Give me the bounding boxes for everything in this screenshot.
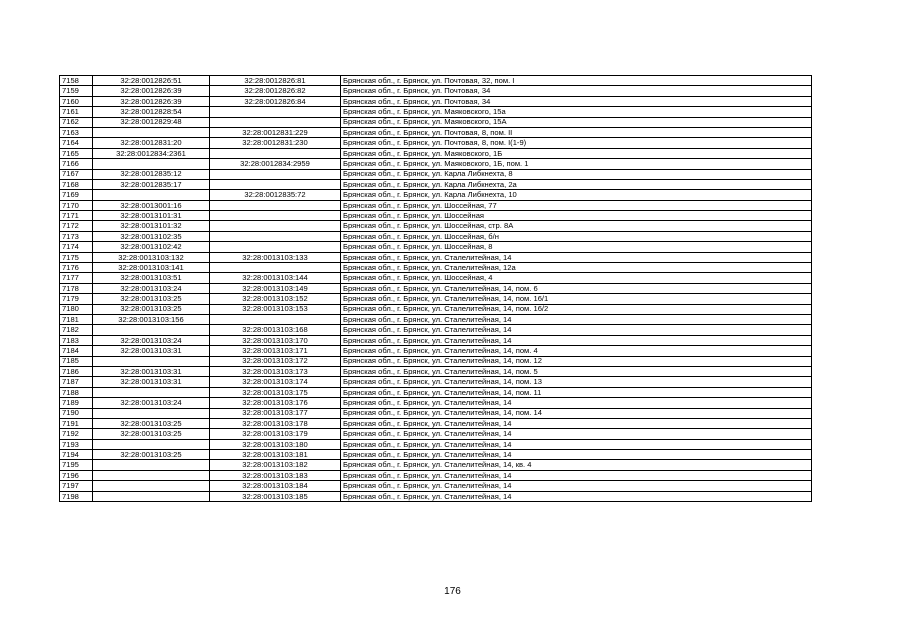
row-number-cell: 7178 bbox=[60, 283, 93, 293]
table-row bbox=[60, 242, 812, 252]
cadastral-number-cell bbox=[93, 481, 210, 491]
object-cadastral-number-cell bbox=[210, 221, 341, 231]
table-row bbox=[60, 460, 812, 470]
row-number-cell: 7167 bbox=[60, 169, 93, 179]
row-number-cell: 7179 bbox=[60, 294, 93, 304]
address-cell: Брянская обл., г. Брянск, ул. Сталелитейная, 14 bbox=[341, 470, 812, 480]
row-number-cell: 7194 bbox=[60, 450, 93, 460]
table-row bbox=[60, 439, 812, 449]
table-row bbox=[60, 107, 812, 117]
cadastral-number-cell: 32:28:0012835:12 bbox=[93, 169, 210, 179]
table-row bbox=[60, 283, 812, 293]
address-cell: Брянская обл., г. Брянск, ул. Сталелитейная, 14, пом. 6 bbox=[341, 283, 812, 293]
object-cadastral-number-cell: 32:28:0012826:84 bbox=[210, 96, 341, 106]
table-row bbox=[60, 211, 812, 221]
cadastral-number-cell: 32:28:0013103:24 bbox=[93, 335, 210, 345]
cadastral-number-cell: 32:28:0013103:24 bbox=[93, 398, 210, 408]
cadastral-number-cell: 32:28:0013103:31 bbox=[93, 346, 210, 356]
cadastral-number-cell: 32:28:0013103:25 bbox=[93, 450, 210, 460]
address-cell: Брянская обл., г. Брянск, ул. Сталелитейная, 14 bbox=[341, 314, 812, 324]
cadastral-number-cell: 32:28:0012826:39 bbox=[93, 96, 210, 106]
object-cadastral-number-cell bbox=[210, 314, 341, 324]
object-cadastral-number-cell: 32:28:0013103:153 bbox=[210, 304, 341, 314]
cadastral-number-cell: 32:28:0012831:20 bbox=[93, 138, 210, 148]
address-cell: Брянская обл., г. Брянск, ул. Сталелитейная, 14, пом. 11 bbox=[341, 387, 812, 397]
row-number-cell: 7166 bbox=[60, 159, 93, 169]
row-number-cell: 7192 bbox=[60, 429, 93, 439]
row-number-cell: 7159 bbox=[60, 86, 93, 96]
row-number-cell: 7183 bbox=[60, 335, 93, 345]
object-cadastral-number-cell: 32:28:0012826:82 bbox=[210, 86, 341, 96]
address-cell: Брянская обл., г. Брянск, ул. Почтовая, 8, пом. I(1-9) bbox=[341, 138, 812, 148]
row-number-cell: 7163 bbox=[60, 127, 93, 137]
address-cell: Брянская обл., г. Брянск, ул. Сталелитейная, 14, пом. 4 bbox=[341, 346, 812, 356]
address-cell: Брянская обл., г. Брянск, ул. Почтовая, 8, пом. II bbox=[341, 127, 812, 137]
row-number-cell: 7198 bbox=[60, 491, 93, 501]
object-cadastral-number-cell: 32:28:0012826:81 bbox=[210, 76, 341, 86]
table-row bbox=[60, 398, 812, 408]
address-cell: Брянская обл., г. Брянск, ул. Шоссейная, стр. 8А bbox=[341, 221, 812, 231]
object-cadastral-number-cell: 32:28:0013103:184 bbox=[210, 481, 341, 491]
address-cell: Брянская обл., г. Брянск, ул. Маяковского, 15А bbox=[341, 117, 812, 127]
object-cadastral-number-cell: 32:28:0013103:178 bbox=[210, 418, 341, 428]
table-row bbox=[60, 231, 812, 241]
object-cadastral-number-cell bbox=[210, 169, 341, 179]
table-row bbox=[60, 127, 812, 137]
object-cadastral-number-cell: 32:28:0013103:179 bbox=[210, 429, 341, 439]
table-row bbox=[60, 387, 812, 397]
cadastral-number-cell: 32:28:0013103:31 bbox=[93, 377, 210, 387]
address-cell: Брянская обл., г. Брянск, ул. Сталелитейная, 14, пом. 12 bbox=[341, 356, 812, 366]
object-cadastral-number-cell: 32:28:0013103:171 bbox=[210, 346, 341, 356]
object-cadastral-number-cell: 32:28:0013103:133 bbox=[210, 252, 341, 262]
address-cell: Брянская обл., г. Брянск, ул. Сталелитейная, 14 bbox=[341, 491, 812, 501]
row-number-cell: 7169 bbox=[60, 190, 93, 200]
cadastral-number-cell: 32:28:0013103:25 bbox=[93, 294, 210, 304]
cadastral-number-cell: 32:28:0012829:48 bbox=[93, 117, 210, 127]
table-row bbox=[60, 481, 812, 491]
registry-table-body bbox=[60, 76, 812, 502]
cadastral-number-cell: 32:28:0013103:51 bbox=[93, 273, 210, 283]
object-cadastral-number-cell bbox=[210, 179, 341, 189]
address-cell: Брянская обл., г. Брянск, ул. Сталелитейная, 14 bbox=[341, 252, 812, 262]
row-number-cell: 7165 bbox=[60, 148, 93, 158]
cadastral-number-cell: 32:28:0013103:25 bbox=[93, 429, 210, 439]
object-cadastral-number-cell: 32:28:0013103:176 bbox=[210, 398, 341, 408]
table-row bbox=[60, 377, 812, 387]
cadastral-number-cell: 32:28:0013102:35 bbox=[93, 231, 210, 241]
object-cadastral-number-cell bbox=[210, 107, 341, 117]
row-number-cell: 7171 bbox=[60, 211, 93, 221]
cadastral-number-cell bbox=[93, 491, 210, 501]
cadastral-number-cell: 32:28:0013103:25 bbox=[93, 304, 210, 314]
table-row bbox=[60, 190, 812, 200]
address-cell: Брянская обл., г. Брянск, ул. Шоссейная, 77 bbox=[341, 200, 812, 210]
address-cell: Брянская обл., г. Брянск, ул. Шоссейная, 8 bbox=[341, 242, 812, 252]
address-cell: Брянская обл., г. Брянск, ул. Почтовая, 32, пом. I bbox=[341, 76, 812, 86]
address-cell: Брянская обл., г. Брянск, ул. Сталелитейная, 14 bbox=[341, 398, 812, 408]
address-cell: Брянская обл., г. Брянск, ул. Сталелитейная, 14, пом. 13 bbox=[341, 377, 812, 387]
cadastral-number-cell bbox=[93, 408, 210, 418]
table-row bbox=[60, 221, 812, 231]
object-cadastral-number-cell: 32:28:0013103:177 bbox=[210, 408, 341, 418]
cadastral-number-cell bbox=[93, 387, 210, 397]
registry-table bbox=[59, 75, 812, 502]
cadastral-number-cell: 32:28:0013103:156 bbox=[93, 314, 210, 324]
row-number-cell: 7191 bbox=[60, 418, 93, 428]
object-cadastral-number-cell: 32:28:0013103:185 bbox=[210, 491, 341, 501]
table-row bbox=[60, 86, 812, 96]
table-row bbox=[60, 346, 812, 356]
cadastral-number-cell bbox=[93, 159, 210, 169]
object-cadastral-number-cell: 32:28:0013103:181 bbox=[210, 450, 341, 460]
cadastral-number-cell bbox=[93, 460, 210, 470]
object-cadastral-number-cell bbox=[210, 242, 341, 252]
table-row bbox=[60, 366, 812, 376]
row-number-cell: 7193 bbox=[60, 439, 93, 449]
address-cell: Брянская обл., г. Брянск, ул. Сталелитейная, 14 bbox=[341, 418, 812, 428]
address-cell: Брянская обл., г. Брянск, ул. Маяковского, 1Б bbox=[341, 148, 812, 158]
object-cadastral-number-cell: 32:28:0013103:152 bbox=[210, 294, 341, 304]
object-cadastral-number-cell bbox=[210, 263, 341, 273]
object-cadastral-number-cell bbox=[210, 148, 341, 158]
row-number-cell: 7173 bbox=[60, 231, 93, 241]
cadastral-number-cell bbox=[93, 325, 210, 335]
row-number-cell: 7187 bbox=[60, 377, 93, 387]
address-cell: Брянская обл., г. Брянск, ул. Шоссейная, б/н bbox=[341, 231, 812, 241]
cadastral-number-cell: 32:28:0013103:132 bbox=[93, 252, 210, 262]
table-row bbox=[60, 148, 812, 158]
table-row bbox=[60, 273, 812, 283]
address-cell: Брянская обл., г. Брянск, ул. Сталелитейная, 14 bbox=[341, 335, 812, 345]
address-cell: Брянская обл., г. Брянск, ул. Шоссейная, 4 bbox=[341, 273, 812, 283]
address-cell: Брянская обл., г. Брянск, ул. Карла Либкнехта, 2а bbox=[341, 179, 812, 189]
row-number-cell: 7181 bbox=[60, 314, 93, 324]
cadastral-number-cell: 32:28:0012828:54 bbox=[93, 107, 210, 117]
cadastral-number-cell: 32:28:0013103:25 bbox=[93, 418, 210, 428]
table-row bbox=[60, 429, 812, 439]
address-cell: Брянская обл., г. Брянск, ул. Шоссейная bbox=[341, 211, 812, 221]
cadastral-number-cell: 32:28:0013103:31 bbox=[93, 366, 210, 376]
row-number-cell: 7160 bbox=[60, 96, 93, 106]
address-cell: Брянская обл., г. Брянск, ул. Маяковского, 15а bbox=[341, 107, 812, 117]
address-cell: Брянская обл., г. Брянск, ул. Карла Либкнехта, 8 bbox=[341, 169, 812, 179]
address-cell: Брянская обл., г. Брянск, ул. Сталелитейная, 12а bbox=[341, 263, 812, 273]
object-cadastral-number-cell: 32:28:0013103:170 bbox=[210, 335, 341, 345]
object-cadastral-number-cell: 32:28:0012831:230 bbox=[210, 138, 341, 148]
row-number-cell: 7172 bbox=[60, 221, 93, 231]
table-row bbox=[60, 314, 812, 324]
table-row bbox=[60, 179, 812, 189]
address-cell: Брянская обл., г. Брянск, ул. Сталелитейная, 14, пом. 16/2 bbox=[341, 304, 812, 314]
address-cell: Брянская обл., г. Брянск, ул. Сталелитейная, 14 bbox=[341, 429, 812, 439]
table-row bbox=[60, 408, 812, 418]
cadastral-number-cell: 32:28:0013103:24 bbox=[93, 283, 210, 293]
object-cadastral-number-cell: 32:28:0013103:173 bbox=[210, 366, 341, 376]
object-cadastral-number-cell: 32:28:0013103:149 bbox=[210, 283, 341, 293]
row-number-cell: 7184 bbox=[60, 346, 93, 356]
table-row bbox=[60, 491, 812, 501]
object-cadastral-number-cell: 32:28:0013103:180 bbox=[210, 439, 341, 449]
row-number-cell: 7176 bbox=[60, 263, 93, 273]
table-row bbox=[60, 450, 812, 460]
address-cell: Брянская обл., г. Брянск, ул. Маяковского, 1Б, пом. 1 bbox=[341, 159, 812, 169]
row-number-cell: 7164 bbox=[60, 138, 93, 148]
object-cadastral-number-cell: 32:28:0012835:72 bbox=[210, 190, 341, 200]
row-number-cell: 7190 bbox=[60, 408, 93, 418]
object-cadastral-number-cell bbox=[210, 211, 341, 221]
address-cell: Брянская обл., г. Брянск, ул. Сталелитейная, 14 bbox=[341, 450, 812, 460]
cadastral-number-cell: 32:28:0013001:16 bbox=[93, 200, 210, 210]
cadastral-number-cell bbox=[93, 439, 210, 449]
address-cell: Брянская обл., г. Брянск, ул. Почтовая, 34 bbox=[341, 96, 812, 106]
row-number-cell: 7161 bbox=[60, 107, 93, 117]
table-row bbox=[60, 304, 812, 314]
address-cell: Брянская обл., г. Брянск, ул. Сталелитейная, 14, пом. 14 bbox=[341, 408, 812, 418]
cadastral-number-cell: 32:28:0013103:141 bbox=[93, 263, 210, 273]
row-number-cell: 7174 bbox=[60, 242, 93, 252]
cadastral-number-cell: 32:28:0012826:39 bbox=[93, 86, 210, 96]
object-cadastral-number-cell: 32:28:0013103:175 bbox=[210, 387, 341, 397]
row-number-cell: 7185 bbox=[60, 356, 93, 366]
table-row bbox=[60, 325, 812, 335]
table-row bbox=[60, 418, 812, 428]
table-row bbox=[60, 76, 812, 86]
cadastral-number-cell bbox=[93, 356, 210, 366]
table-row bbox=[60, 356, 812, 366]
row-number-cell: 7188 bbox=[60, 387, 93, 397]
address-cell: Брянская обл., г. Брянск, ул. Карла Либкнехта, 10 bbox=[341, 190, 812, 200]
object-cadastral-number-cell bbox=[210, 200, 341, 210]
table-row bbox=[60, 200, 812, 210]
cadastral-number-cell bbox=[93, 127, 210, 137]
row-number-cell: 7158 bbox=[60, 76, 93, 86]
cadastral-number-cell: 32:28:0012835:17 bbox=[93, 179, 210, 189]
object-cadastral-number-cell: 32:28:0013103:168 bbox=[210, 325, 341, 335]
row-number-cell: 7162 bbox=[60, 117, 93, 127]
object-cadastral-number-cell: 32:28:0013103:183 bbox=[210, 470, 341, 480]
row-number-cell: 7186 bbox=[60, 366, 93, 376]
table-row bbox=[60, 117, 812, 127]
row-number-cell: 7170 bbox=[60, 200, 93, 210]
table-row bbox=[60, 335, 812, 345]
object-cadastral-number-cell bbox=[210, 231, 341, 241]
table-row bbox=[60, 169, 812, 179]
object-cadastral-number-cell: 32:28:0012831:229 bbox=[210, 127, 341, 137]
object-cadastral-number-cell: 32:28:0013103:172 bbox=[210, 356, 341, 366]
table-row bbox=[60, 294, 812, 304]
object-cadastral-number-cell: 32:28:0013103:144 bbox=[210, 273, 341, 283]
address-cell: Брянская обл., г. Брянск, ул. Сталелитейная, 14 bbox=[341, 325, 812, 335]
row-number-cell: 7168 bbox=[60, 179, 93, 189]
address-cell: Брянская обл., г. Брянск, ул. Сталелитейная, 14 bbox=[341, 481, 812, 491]
row-number-cell: 7196 bbox=[60, 470, 93, 480]
table-row bbox=[60, 252, 812, 262]
address-cell: Брянская обл., г. Брянск, ул. Почтовая, 34 bbox=[341, 86, 812, 96]
cadastral-number-cell: 32:28:0013101:31 bbox=[93, 211, 210, 221]
row-number-cell: 7182 bbox=[60, 325, 93, 335]
object-cadastral-number-cell: 32:28:0013103:174 bbox=[210, 377, 341, 387]
table-row bbox=[60, 263, 812, 273]
cadastral-number-cell bbox=[93, 470, 210, 480]
row-number-cell: 7195 bbox=[60, 460, 93, 470]
address-cell: Брянская обл., г. Брянск, ул. Сталелитейная, 14 bbox=[341, 439, 812, 449]
address-cell: Брянская обл., г. Брянск, ул. Сталелитейная, 14, кв. 4 bbox=[341, 460, 812, 470]
cadastral-number-cell: 32:28:0013102:42 bbox=[93, 242, 210, 252]
object-cadastral-number-cell: 32:28:0013103:182 bbox=[210, 460, 341, 470]
row-number-cell: 7180 bbox=[60, 304, 93, 314]
cadastral-number-cell: 32:28:0012834:2361 bbox=[93, 148, 210, 158]
page-number: 176 bbox=[444, 586, 461, 597]
table-row bbox=[60, 138, 812, 148]
row-number-cell: 7175 bbox=[60, 252, 93, 262]
cadastral-number-cell: 32:28:0013101:32 bbox=[93, 221, 210, 231]
cadastral-number-cell: 32:28:0012826:51 bbox=[93, 76, 210, 86]
table-row bbox=[60, 159, 812, 169]
address-cell: Брянская обл., г. Брянск, ул. Сталелитейная, 14, пом. 5 bbox=[341, 366, 812, 376]
table-row bbox=[60, 96, 812, 106]
row-number-cell: 7189 bbox=[60, 398, 93, 408]
object-cadastral-number-cell bbox=[210, 117, 341, 127]
address-cell: Брянская обл., г. Брянск, ул. Сталелитейная, 14, пом. 16/1 bbox=[341, 294, 812, 304]
cadastral-number-cell bbox=[93, 190, 210, 200]
row-number-cell: 7177 bbox=[60, 273, 93, 283]
object-cadastral-number-cell: 32:28:0012834:2959 bbox=[210, 159, 341, 169]
table-row bbox=[60, 470, 812, 480]
row-number-cell: 7197 bbox=[60, 481, 93, 491]
